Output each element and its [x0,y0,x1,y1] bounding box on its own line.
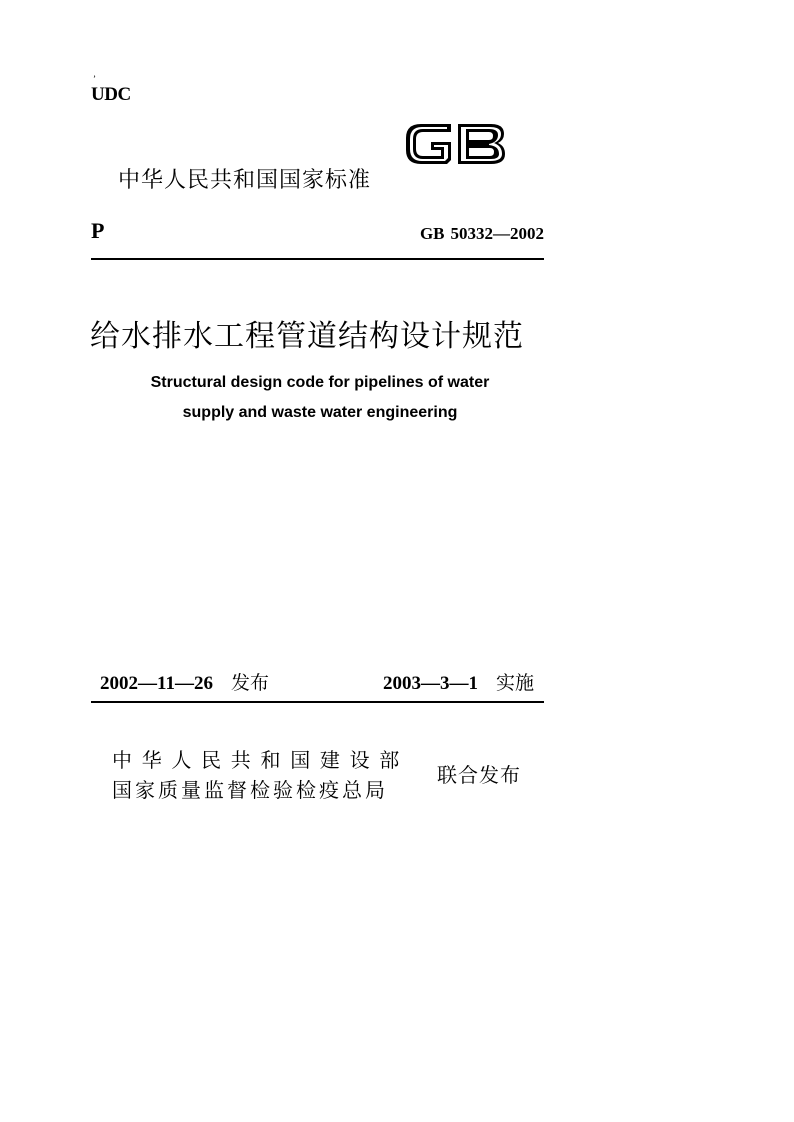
national-standard-heading: 中华人民共和国国家标准 [118,168,372,193]
standard-code-prefix: GB [419,224,445,243]
effective-date-block [383,670,534,697]
udc-label: UDC [91,84,131,105]
effective-label: 实施 [495,672,534,694]
english-title-line-2: supply and waste water engineering [182,404,458,421]
effective-date: 2003—3—1 [382,673,478,694]
issue-label: 发布 [230,672,269,694]
document-title-english [90,368,550,428]
document-title-chinese: 给水排水工程管道结构设计规范 [90,319,524,354]
standard-code [420,223,544,245]
udc-tick-mark: ’ [93,74,96,84]
issuer-aqsiq: 国家质量监督检验检疫总局 [112,778,388,802]
issuing-authorities [112,745,409,805]
bottom-divider [91,701,544,703]
joint-issue-label: 联合发布 [437,763,521,787]
issuer-ministry: 中华人民共和国建设部 [112,748,409,772]
gb-logo [403,118,507,170]
english-title-line-1: Structural design code for pipelines of water [150,374,490,391]
category-code: P [91,218,105,243]
issue-date-block [100,670,269,697]
standard-code-number: 50332—2002 [450,224,544,243]
issue-date: 2002—11—26 [100,673,213,694]
top-divider [91,258,544,260]
